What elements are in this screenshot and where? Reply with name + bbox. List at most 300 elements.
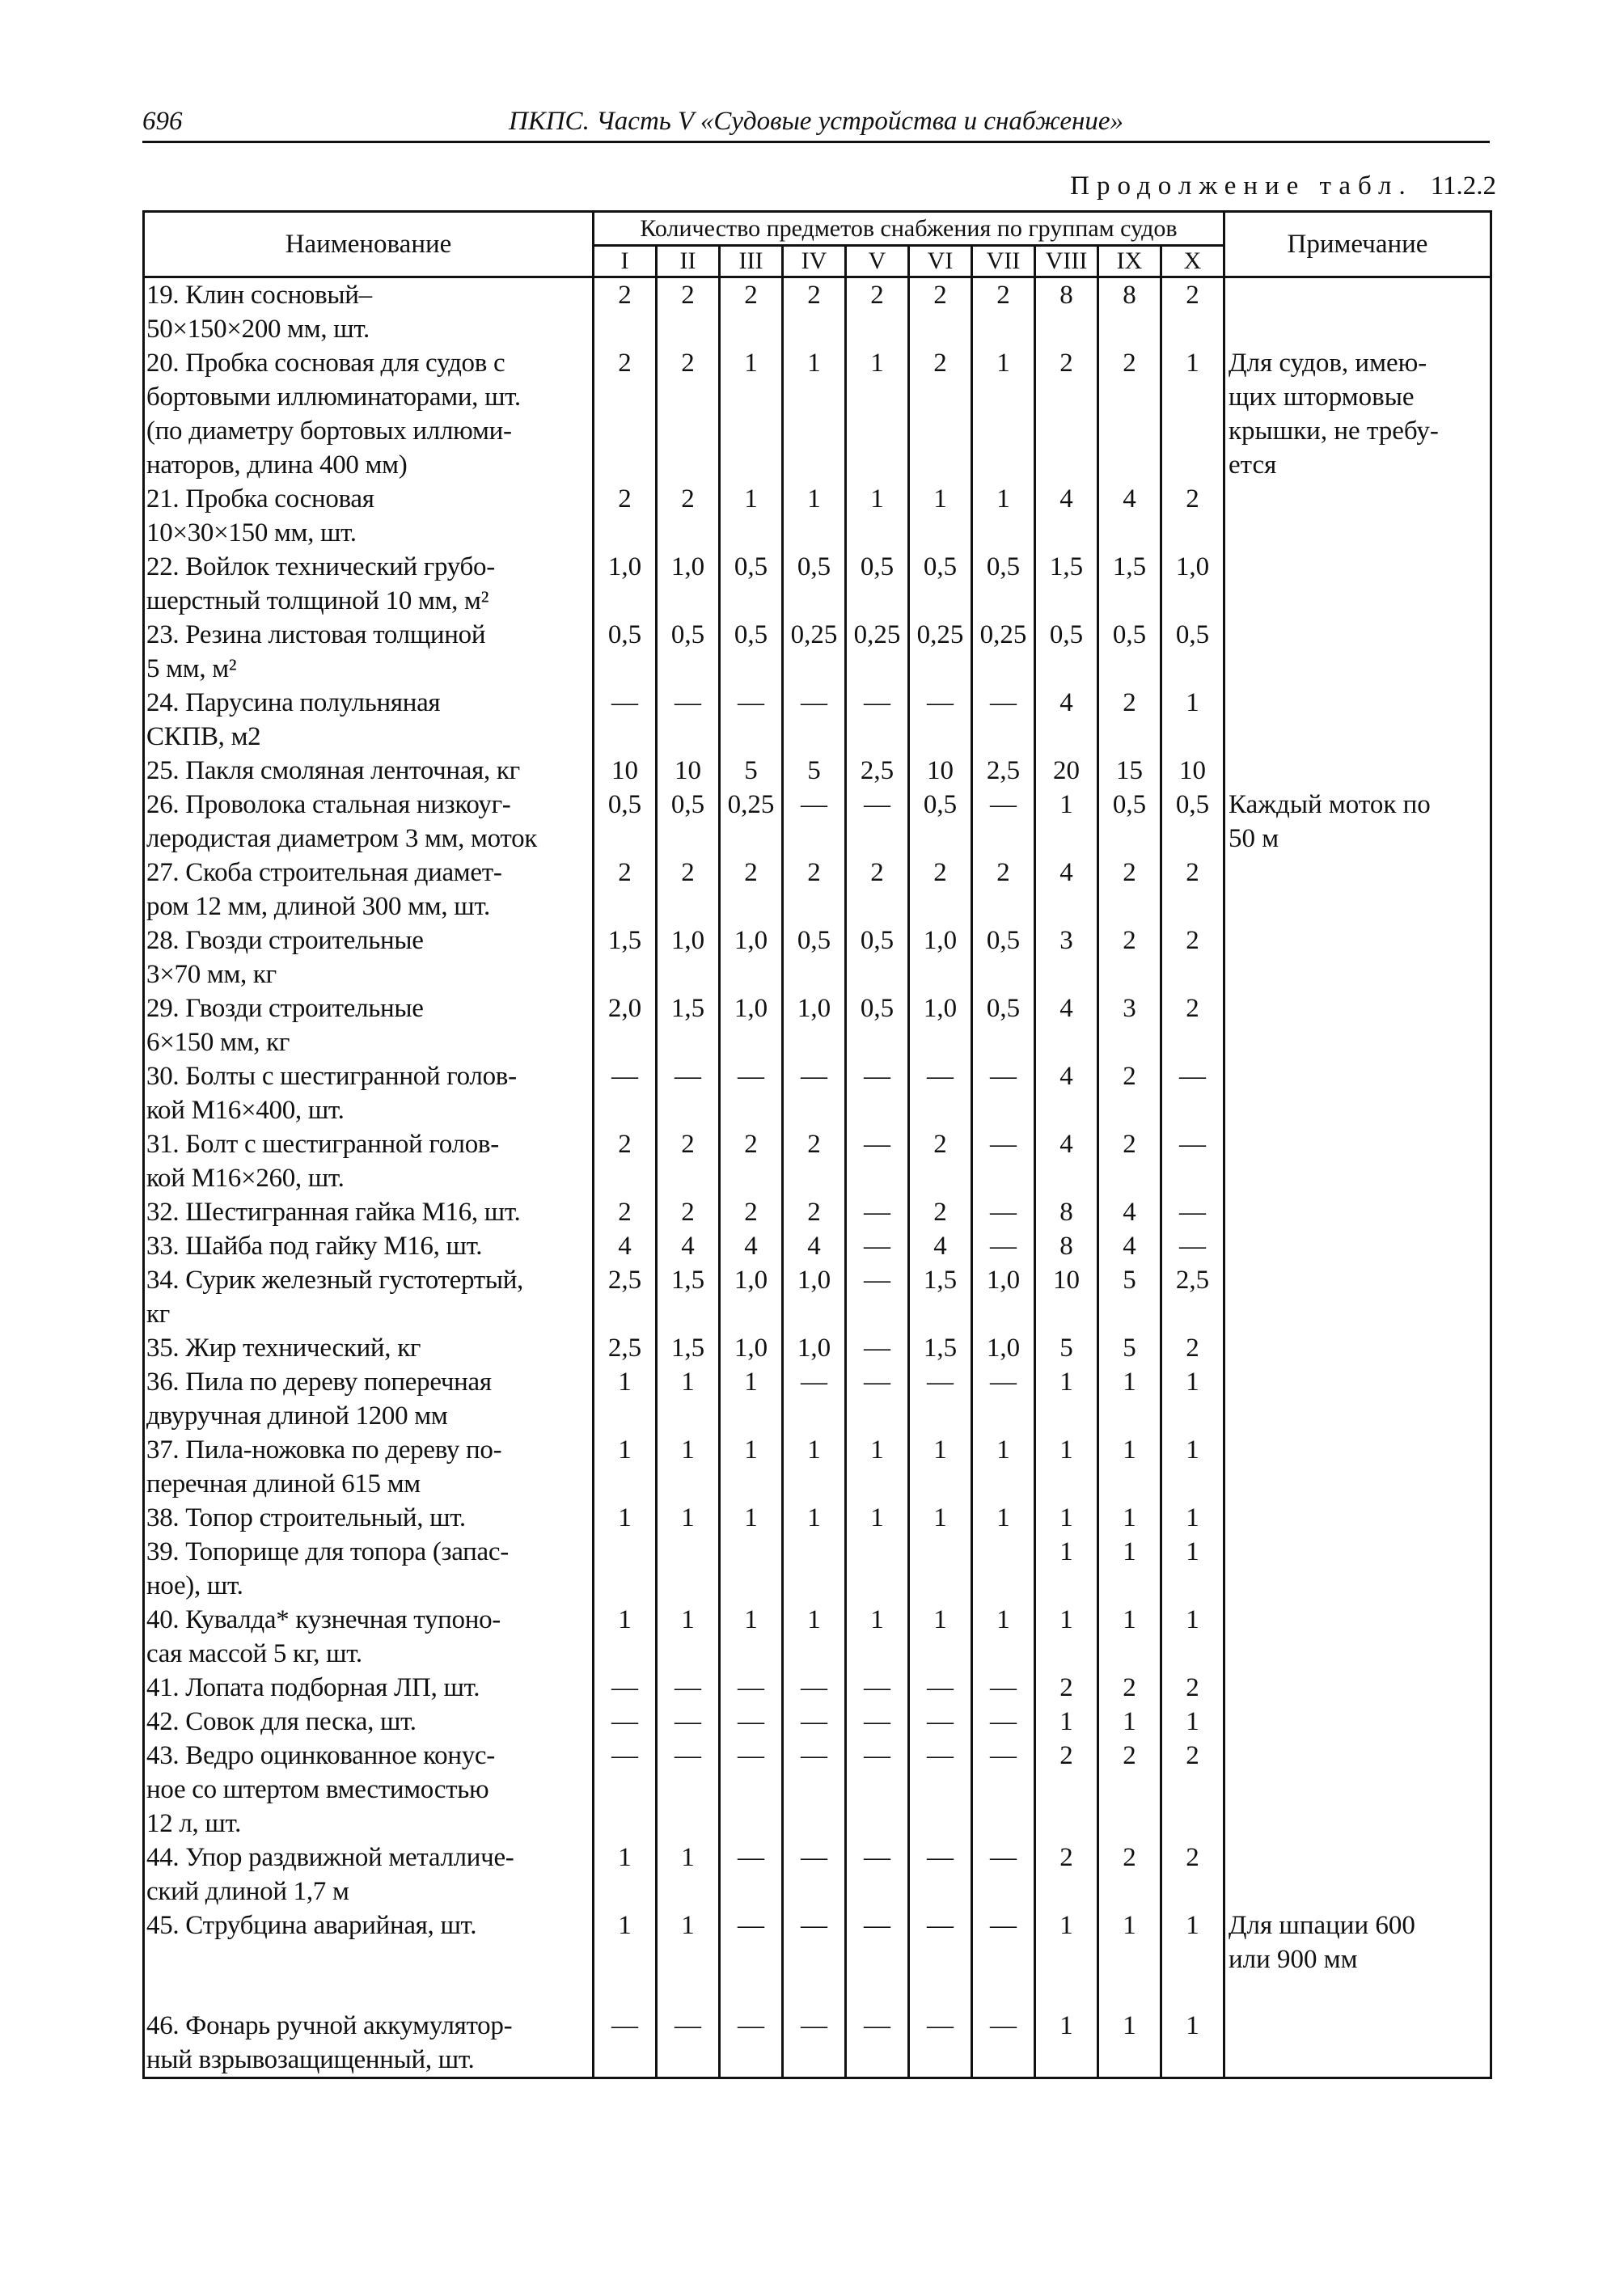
qty-group-i: 1 — [594, 1841, 657, 1908]
item-note-line: щих штормовые — [1229, 383, 1415, 412]
item-name-line: ский длиной 1,7 м — [146, 1877, 349, 1906]
qty-group-ii: 2 — [657, 856, 720, 924]
qty-group-v: 1 — [846, 1501, 909, 1535]
qty-group-viii: 4 — [1035, 1059, 1098, 1127]
qty-group-iv: 1 — [783, 346, 846, 482]
qty-group-ix: 2 — [1098, 1127, 1161, 1195]
qty-group-i: 1 — [594, 1433, 657, 1501]
qty-group-iv: — — [783, 2009, 846, 2078]
running-header — [142, 104, 1490, 143]
qty-group-vii: 0,5 — [972, 924, 1035, 991]
qty-group-vii: — — [972, 1841, 1035, 1908]
item-name-line: двуручная длиной 1200 мм — [146, 1401, 448, 1431]
item-name-line: ное со штертом вместимостью — [146, 1775, 489, 1804]
qty-group-viii: 4 — [1035, 1127, 1098, 1195]
item-name-line: 31. Болт с шестигранной голов- — [146, 1130, 499, 1159]
qty-group-v: 0,5 — [846, 991, 909, 1059]
qty-group-i: — — [594, 1671, 657, 1705]
item-note — [1224, 1195, 1491, 1229]
qty-group-ix: 2 — [1098, 686, 1161, 754]
qty-group-i: 4 — [594, 1229, 657, 1263]
qty-group-vii: — — [972, 1739, 1035, 1841]
item-name-line: 23. Резина листовая толщиной — [146, 620, 486, 649]
qty-group-viii: 1 — [1035, 1705, 1098, 1739]
qty-group-ii: — — [657, 1739, 720, 1841]
item-name — [144, 924, 594, 991]
qty-group-iv: 1 — [783, 482, 846, 550]
item-name-line: 42. Совок для песка, шт. — [146, 1707, 417, 1736]
item-note — [1224, 1263, 1491, 1331]
qty-group-i: 2 — [594, 1195, 657, 1229]
qty-group-ix: 1 — [1098, 1433, 1161, 1501]
qty-group-vi: 1,5 — [909, 1263, 972, 1331]
qty-group-v: 1 — [846, 1603, 909, 1671]
header-group-v: V — [846, 246, 909, 277]
item-name — [144, 1603, 594, 1671]
item-name-line: 27. Скоба строительная диамет- — [146, 858, 502, 887]
qty-group-viii: 2 — [1035, 1671, 1098, 1705]
qty-group-ix: 1 — [1098, 1603, 1161, 1671]
qty-group-v: — — [846, 1229, 909, 1263]
qty-group-v: 1 — [846, 346, 909, 482]
qty-group-i: 0,5 — [594, 618, 657, 686]
item-name — [144, 1671, 594, 1705]
qty-group-i: 1 — [594, 1501, 657, 1535]
qty-group-iv: — — [783, 1841, 846, 1908]
qty-group-v: — — [846, 1739, 909, 1841]
qty-group-ix: 5 — [1098, 1331, 1161, 1365]
qty-group-iii: 1 — [720, 1433, 783, 1501]
qty-group-x: 2 — [1161, 1739, 1224, 1841]
qty-group-ii: 0,5 — [657, 788, 720, 856]
qty-group-viii: 20 — [1035, 754, 1098, 788]
item-name-line: ром 12 мм, длиной 300 мм, шт. — [146, 892, 490, 921]
item-name — [144, 1841, 594, 1908]
item-name-line: 46. Фонарь ручной аккумулятор- — [146, 2011, 513, 2040]
qty-group-iii: 2 — [720, 856, 783, 924]
qty-group-x: 1 — [1161, 1365, 1224, 1433]
qty-group-vi — [909, 1535, 972, 1603]
qty-group-x: 1,0 — [1161, 550, 1224, 618]
qty-group-iii: 0,5 — [720, 618, 783, 686]
item-name-line: 25. Пакля смоляная ленточная, кг — [146, 756, 520, 785]
item-name — [144, 482, 594, 550]
item-name-line: сая массой 5 кг, шт. — [146, 1639, 362, 1668]
qty-group-iii: 1,0 — [720, 1331, 783, 1365]
table-row — [144, 1127, 1491, 1195]
qty-group-i: — — [594, 2009, 657, 2078]
item-name-line: 5 мм, м² — [146, 654, 237, 683]
item-note — [1224, 1603, 1491, 1671]
qty-group-viii: 4 — [1035, 991, 1098, 1059]
qty-group-viii: 4 — [1035, 686, 1098, 754]
item-name — [144, 1195, 594, 1229]
qty-group-iv: 5 — [783, 754, 846, 788]
qty-group-i: 10 — [594, 754, 657, 788]
qty-group-i: 2 — [594, 1127, 657, 1195]
qty-group-v: 1 — [846, 482, 909, 550]
qty-group-ix: 2 — [1098, 924, 1161, 991]
item-name-line: ный взрывозащищенный, шт. — [146, 2045, 475, 2074]
item-name-line: 36. Пила по дереву поперечная — [146, 1367, 492, 1397]
table-row — [144, 277, 1491, 347]
item-name-line: 10×30×150 мм, шт. — [146, 518, 357, 547]
qty-group-x: 1 — [1161, 1603, 1224, 1671]
gap-cell — [657, 1976, 720, 2009]
qty-group-vi: 2 — [909, 1195, 972, 1229]
item-note-line: или 900 мм — [1229, 1945, 1358, 1974]
table-row — [144, 1603, 1491, 1671]
qty-group-ii: 1,5 — [657, 1263, 720, 1331]
qty-group-iii: 1,0 — [720, 924, 783, 991]
qty-group-viii: 8 — [1035, 277, 1098, 347]
table-caption — [1070, 171, 1496, 201]
qty-group-iv: 4 — [783, 1229, 846, 1263]
item-name — [144, 856, 594, 924]
table-row — [144, 991, 1491, 1059]
qty-group-iv — [783, 1535, 846, 1603]
qty-group-v: — — [846, 1671, 909, 1705]
qty-group-vii: 2 — [972, 277, 1035, 347]
gap-cell — [594, 1976, 657, 2009]
table-row — [144, 1908, 1491, 1976]
item-note — [1224, 1365, 1491, 1433]
item-note-line: ется — [1229, 450, 1277, 480]
item-name-line: кой М16×260, шт. — [146, 1164, 345, 1193]
qty-group-iii: 5 — [720, 754, 783, 788]
item-name-line: 20. Пробка сосновая для судов с — [146, 349, 505, 378]
table-row — [144, 1705, 1491, 1739]
item-name-line: 44. Упор раздвижной металличе- — [146, 1843, 514, 1872]
item-name — [144, 618, 594, 686]
qty-group-ix: 4 — [1098, 1229, 1161, 1263]
table-row — [144, 1195, 1491, 1229]
item-note-line: Для судов, имею- — [1229, 349, 1427, 378]
qty-group-iv: 0,5 — [783, 924, 846, 991]
item-name-line: 24. Парусина полульняная — [146, 688, 441, 717]
qty-group-ii: 1,5 — [657, 1331, 720, 1365]
qty-group-vii: — — [972, 1908, 1035, 1976]
gap-cell — [144, 1976, 594, 2009]
qty-group-vii: 2,5 — [972, 754, 1035, 788]
qty-group-vi: 2 — [909, 856, 972, 924]
qty-group-viii: 1 — [1035, 788, 1098, 856]
item-note — [1224, 1127, 1491, 1195]
item-note — [1224, 1229, 1491, 1263]
qty-group-vi: 1,5 — [909, 1331, 972, 1365]
qty-group-x: 2 — [1161, 924, 1224, 991]
qty-group-vii: 1 — [972, 482, 1035, 550]
item-note — [1224, 1739, 1491, 1841]
qty-group-iv: 0,5 — [783, 550, 846, 618]
table-number: 11.2.2 — [1430, 171, 1496, 201]
header-group-ii: II — [657, 246, 720, 277]
item-name — [144, 754, 594, 788]
item-name-line: 26. Проволока стальная низкоуг- — [146, 790, 511, 819]
item-name-line: 38. Топор строительный, шт. — [146, 1503, 466, 1532]
qty-group-iv: 1,0 — [783, 991, 846, 1059]
item-note-line: 50 м — [1229, 824, 1279, 853]
qty-group-iii: 0,25 — [720, 788, 783, 856]
qty-group-ix: 0,5 — [1098, 618, 1161, 686]
qty-group-i: 2 — [594, 482, 657, 550]
qty-group-ii: 2 — [657, 1127, 720, 1195]
qty-group-i: 0,5 — [594, 788, 657, 856]
item-note-line: Для шпации 600 — [1229, 1911, 1415, 1940]
qty-group-v: — — [846, 1908, 909, 1976]
item-name-line: 41. Лопата подборная ЛП, шт. — [146, 1673, 480, 1702]
qty-group-ix: 1 — [1098, 1535, 1161, 1603]
item-name — [144, 1739, 594, 1841]
caption-text: Продолжение табл. — [1070, 171, 1413, 201]
qty-group-ix: 1 — [1098, 2009, 1161, 2078]
item-note — [1224, 1908, 1491, 1976]
gap-cell — [846, 1976, 909, 2009]
qty-group-viii: 1 — [1035, 1535, 1098, 1603]
qty-group-vi: 2 — [909, 346, 972, 482]
qty-group-ii: 2 — [657, 1195, 720, 1229]
qty-group-iii: — — [720, 1908, 783, 1976]
header-note: Примечание — [1224, 212, 1491, 277]
qty-group-vii: 0,25 — [972, 618, 1035, 686]
table-row — [144, 686, 1491, 754]
item-name-line: 37. Пила-ножовка по дереву по- — [146, 1435, 502, 1465]
qty-group-ix: 1,5 — [1098, 550, 1161, 618]
qty-group-x: 10 — [1161, 754, 1224, 788]
qty-group-ix: 2 — [1098, 346, 1161, 482]
qty-group-iv: 1,0 — [783, 1331, 846, 1365]
qty-group-x: 1 — [1161, 1705, 1224, 1739]
gap-cell — [783, 1976, 846, 2009]
qty-group-x: 2 — [1161, 482, 1224, 550]
table-row — [144, 1365, 1491, 1433]
qty-group-vi: — — [909, 2009, 972, 2078]
item-name — [144, 550, 594, 618]
header-group-vii: VII — [972, 246, 1035, 277]
qty-group-vii: — — [972, 1705, 1035, 1739]
qty-group-vii: — — [972, 788, 1035, 856]
qty-group-v: 2 — [846, 856, 909, 924]
qty-group-ii: 0,5 — [657, 618, 720, 686]
qty-group-vii: — — [972, 2009, 1035, 2078]
qty-group-v: — — [846, 2009, 909, 2078]
qty-group-v: — — [846, 1331, 909, 1365]
item-note — [1224, 550, 1491, 618]
qty-group-x: 2 — [1161, 277, 1224, 347]
qty-group-v: 1 — [846, 1433, 909, 1501]
qty-group-vi: 4 — [909, 1229, 972, 1263]
qty-group-ii: 1 — [657, 1908, 720, 1976]
qty-group-viii: 5 — [1035, 1331, 1098, 1365]
qty-group-viii: 10 — [1035, 1263, 1098, 1331]
qty-group-ii: 10 — [657, 754, 720, 788]
item-name-line: наторов, длина 400 мм) — [146, 450, 408, 480]
item-note — [1224, 2009, 1491, 2078]
item-note — [1224, 991, 1491, 1059]
qty-group-ii: 1,0 — [657, 550, 720, 618]
qty-group-ix: 8 — [1098, 277, 1161, 347]
qty-group-v: — — [846, 1059, 909, 1127]
qty-group-iii: 0,5 — [720, 550, 783, 618]
qty-group-x: 2 — [1161, 1671, 1224, 1705]
qty-group-x: 1 — [1161, 686, 1224, 754]
item-name — [144, 1127, 594, 1195]
item-name-line: 34. Сурик железный густотертый, — [146, 1266, 524, 1295]
qty-group-iv: 2 — [783, 1195, 846, 1229]
item-name-line: 30. Болты с шестигранной голов- — [146, 1062, 517, 1091]
item-name — [144, 1908, 594, 1976]
qty-group-i: — — [594, 686, 657, 754]
item-name-line: СКПВ, м2 — [146, 722, 261, 751]
gap-cell — [972, 1976, 1035, 2009]
item-note — [1224, 1059, 1491, 1127]
item-name — [144, 1365, 594, 1433]
qty-group-vi: — — [909, 1365, 972, 1433]
qty-group-x: — — [1161, 1195, 1224, 1229]
qty-group-ii: 1,0 — [657, 924, 720, 991]
qty-group-vi: — — [909, 1908, 972, 1976]
header-group-x: X — [1161, 246, 1224, 277]
qty-group-vii: — — [972, 1365, 1035, 1433]
qty-group-x: 1 — [1161, 1433, 1224, 1501]
qty-group-x: — — [1161, 1059, 1224, 1127]
item-name-line: ное), шт. — [146, 1571, 243, 1600]
qty-group-v: 0,5 — [846, 924, 909, 991]
qty-group-ii: 4 — [657, 1229, 720, 1263]
table-row — [144, 1501, 1491, 1535]
qty-group-x: — — [1161, 1127, 1224, 1195]
qty-group-ix: 5 — [1098, 1263, 1161, 1331]
qty-group-viii: 1 — [1035, 1365, 1098, 1433]
header-group-vi: VI — [909, 246, 972, 277]
table-row — [144, 1671, 1491, 1705]
qty-group-iii: 2 — [720, 1195, 783, 1229]
item-name — [144, 1535, 594, 1603]
qty-group-ii: 2 — [657, 277, 720, 347]
qty-group-iv: — — [783, 1671, 846, 1705]
qty-group-viii: 1 — [1035, 1433, 1098, 1501]
qty-group-vi: 1 — [909, 1603, 972, 1671]
qty-group-vii: 1 — [972, 1603, 1035, 1671]
qty-group-i: 2 — [594, 346, 657, 482]
qty-group-vii: 1 — [972, 1501, 1035, 1535]
qty-group-ii: 1 — [657, 1501, 720, 1535]
qty-group-i: 2,0 — [594, 991, 657, 1059]
item-name — [144, 1229, 594, 1263]
qty-group-ix: 4 — [1098, 482, 1161, 550]
qty-group-i — [594, 1535, 657, 1603]
header-group-iv: IV — [783, 246, 846, 277]
qty-group-iv: — — [783, 686, 846, 754]
qty-group-x: 2,5 — [1161, 1263, 1224, 1331]
qty-group-iv: 2 — [783, 856, 846, 924]
qty-group-v: — — [846, 1195, 909, 1229]
qty-group-viii: 1 — [1035, 1908, 1098, 1976]
qty-group-vi: 10 — [909, 754, 972, 788]
qty-group-i: — — [594, 1059, 657, 1127]
qty-group-iv: 1 — [783, 1603, 846, 1671]
item-note — [1224, 277, 1491, 347]
qty-group-vi: — — [909, 1841, 972, 1908]
qty-group-v: — — [846, 1263, 909, 1331]
qty-group-iv: 1 — [783, 1433, 846, 1501]
table-row — [144, 618, 1491, 686]
header-group-viii: VIII — [1035, 246, 1098, 277]
qty-group-v: 0,25 — [846, 618, 909, 686]
qty-group-iii: — — [720, 1059, 783, 1127]
qty-group-vii: — — [972, 686, 1035, 754]
qty-group-vi: 1,0 — [909, 924, 972, 991]
item-note — [1224, 754, 1491, 788]
gap-cell — [1224, 1976, 1491, 2009]
qty-group-iv: 0,25 — [783, 618, 846, 686]
qty-group-vii: 1 — [972, 346, 1035, 482]
qty-group-i: 1 — [594, 1908, 657, 1976]
qty-group-viii: 2 — [1035, 346, 1098, 482]
table-row — [144, 1229, 1491, 1263]
qty-group-iv: 2 — [783, 1127, 846, 1195]
qty-group-v: 0,5 — [846, 550, 909, 618]
qty-group-iv: 1,0 — [783, 1263, 846, 1331]
qty-group-x: 1 — [1161, 2009, 1224, 2078]
qty-group-ix: 1 — [1098, 1365, 1161, 1433]
item-name — [144, 1263, 594, 1331]
qty-group-ii: 2 — [657, 482, 720, 550]
item-name-line: 33. Шайба под гайку М16, шт. — [146, 1232, 483, 1261]
qty-group-x: 0,5 — [1161, 788, 1224, 856]
qty-group-vii: — — [972, 1229, 1035, 1263]
item-name — [144, 1433, 594, 1501]
item-name-line: 29. Гвозди строительные — [146, 994, 424, 1023]
qty-group-ii — [657, 1535, 720, 1603]
item-name — [144, 1059, 594, 1127]
qty-group-iv: — — [783, 1059, 846, 1127]
table-row — [144, 754, 1491, 788]
item-name — [144, 346, 594, 482]
qty-group-ix: 3 — [1098, 991, 1161, 1059]
qty-group-ix: 2 — [1098, 856, 1161, 924]
gap-cell — [720, 1976, 783, 2009]
qty-group-vii: — — [972, 1127, 1035, 1195]
qty-group-i: 1,5 — [594, 924, 657, 991]
qty-group-v: — — [846, 1365, 909, 1433]
qty-group-iv: — — [783, 1365, 846, 1433]
qty-group-v: — — [846, 788, 909, 856]
qty-group-iv: 2 — [783, 277, 846, 347]
item-note — [1224, 686, 1491, 754]
qty-group-ii: — — [657, 686, 720, 754]
qty-group-v — [846, 1535, 909, 1603]
qty-group-v: — — [846, 1127, 909, 1195]
qty-group-iii: 1 — [720, 1501, 783, 1535]
qty-group-ix: 2 — [1098, 1739, 1161, 1841]
qty-group-ii: — — [657, 2009, 720, 2078]
qty-group-vii: — — [972, 1059, 1035, 1127]
qty-group-viii: 2 — [1035, 1841, 1098, 1908]
qty-group-ix: 2 — [1098, 1841, 1161, 1908]
item-name-line: перечная длиной 615 мм — [146, 1469, 421, 1498]
header-name: Наименование — [144, 212, 594, 277]
qty-group-vii: 1,0 — [972, 1331, 1035, 1365]
header-groups: Количество предметов снабжения по группам судов — [594, 212, 1224, 246]
table-row — [144, 856, 1491, 924]
table-row — [144, 788, 1491, 856]
header-group-i: I — [594, 246, 657, 277]
qty-group-iv: — — [783, 1908, 846, 1976]
qty-group-vii: 0,5 — [972, 550, 1035, 618]
qty-group-vi: — — [909, 1705, 972, 1739]
qty-group-vi: — — [909, 686, 972, 754]
